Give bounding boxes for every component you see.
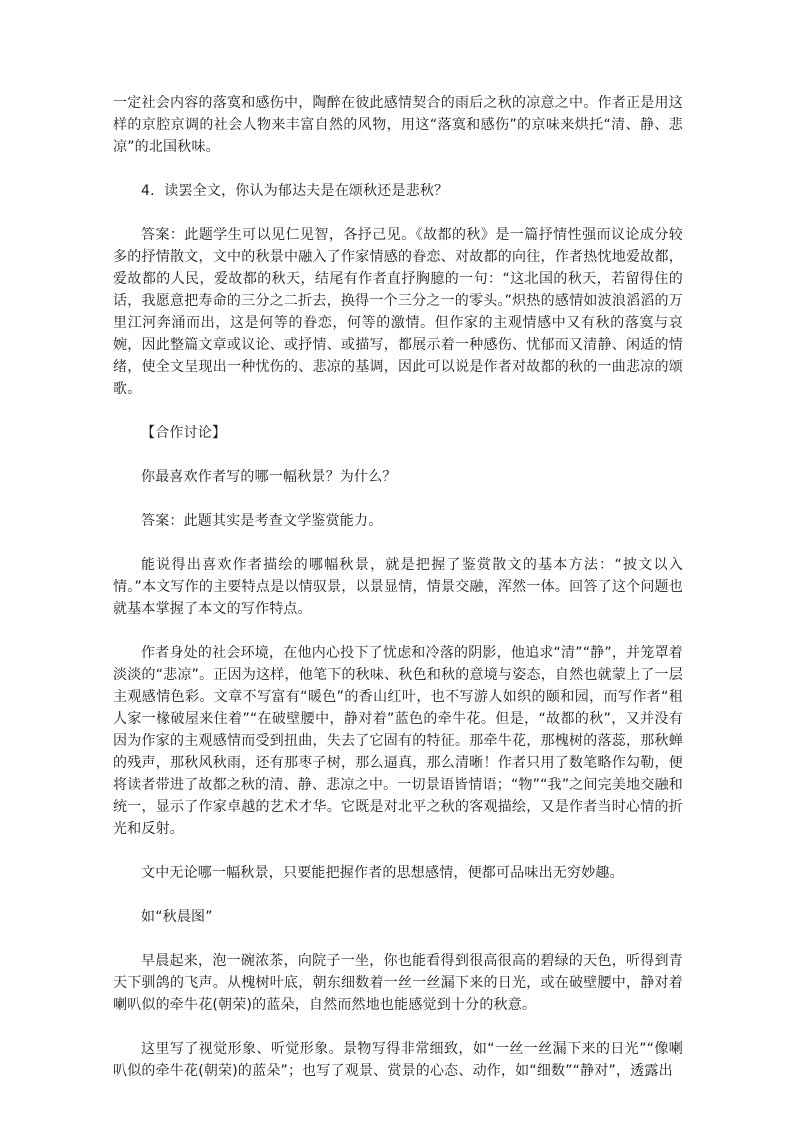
question-4: 4．读罢全文，你认为郁达夫是在颂秋还是悲秋？ [141,183,449,199]
paragraph-conclusion: 文中无论哪一幅秋景，只要能把握作者的思想感情，便都可品味出无穷妙趣。 [141,865,624,881]
paragraph-analysis: 作者身处的社会环境，在他内心投下了忧虑和冷落的阴影，他追求“清”“静”，并笼罩着淡淡的“悲凉”。正因为这样，他笔下的秋味、秋色和秋的意境与姿态，自然也就蒙上了一层主观感情色彩。文章不写富有“暖色”的香山红叶，也不写游人如织的颐和园，而写作者“租人家一椽破屋来住着”“在破壁腰中，静对着”蓝色的牵牛花。但是，“故都的秋”，又并没有因为作家的主观感情而受到扭曲，失去了它固有的特征。那牵牛花，那槐树的落蕊，那秋蝉的残声，那秋风秋雨，还有那枣子树，那么逼真，那么清晰！作者只用了数笔略作勾勒，便将读者带进了故都之秋的清、静、悲凉之中。一切景语皆情语；“物”“我”之间完美地交融和统一，显示了作家卓越的艺术才华。它既是对北平之秋的客观描绘，又是作者当时心情的折光和反射。 [113,645,683,837]
discussion-question: 你最喜欢作者写的哪一幅秋景？为什么？ [141,469,397,485]
document-page [113,92,683,1082]
paragraph-commentary: 这里写了视觉形象、听觉形象。景物写得非常细致，如“一丝一丝漏下来的日光”“像喇叭似的牵牛花(朝荣)的蓝朵”；也写了观景、赏景的心态、动作，如“细数”“静对”，透露出 [113,1041,683,1079]
answer-4: 答案：此题学生可以见仁见智，各抒己见。《故都的秋》是一篇抒情性强而议论成分较多的抒情散文，文中的秋景中融入了作家情感的眷恋、对故都的向往，作者热忱地爱故都，爱故都的人民，爱故都的秋天，结尾有作者直抒胸臆的一句：“这北国的秋天，若留得住的话，我愿意把寿命的三分之二折去，换得一个三分之一的零头。”炽热的感情如波浪滔滔的万里江河奔涌而出，这是何等的眷恋，何等的激情。但作家的主观情感中又有秋的落寞与哀婉，因此整篇文章或议论、或抒情、或描写，都展示着一种感伤、忧郁而又清静、闲适的情绪，使全文呈现出一种忧伤的、悲凉的基调，因此可以说是作者对故都的秋的一曲悲凉的颂歌。 [113,227,683,397]
paragraph-example-title: 如“秋晨图” [141,909,213,925]
paragraph-continuation: 一定社会内容的落寞和感伤中，陶醉在彼此感情契合的雨后之秋的凉意之中。作者正是用这样的京腔京调的社会人物来丰富自然的风物，用这“落寞和感伤”的京味来烘托“清、静、悲凉”的北国秋味。 [113,95,683,155]
paragraph-method: 能说得出喜欢作者描绘的哪幅秋景，就是把握了鉴赏散文的基本方法：“披文以入情。”本文写作的主要特点是以情驭景，以景显情，情景交融，浑然一体。回答了这个问题也就基本掌握了本文的写作特点。 [113,557,683,617]
paragraph-quote: 早晨起来，泡一碗浓茶，向院子一坐，你也能看得到很高很高的碧绿的天色，听得到青天下驯鸽的飞声。从槐树叶底，朝东细数着一丝一丝漏下来的日光，或在破壁腰中，静对着喇叭似的牵牛花(朝荣)的蓝朵，自然而然地也能感觉到十分的秋意。 [113,953,683,1013]
discussion-answer: 答案：此题其实是考查文学鉴赏能力。 [141,513,383,529]
section-heading-discussion: 【合作讨论】 [141,425,227,441]
